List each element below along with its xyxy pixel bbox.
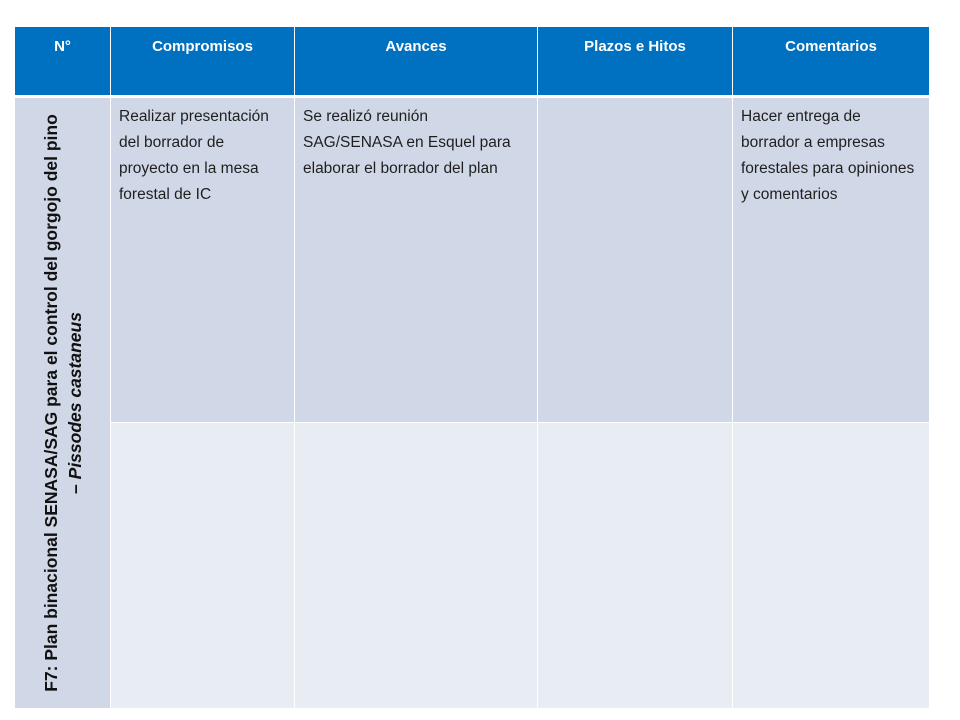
table-row bbox=[15, 422, 930, 708]
cell-plazos-hitos bbox=[538, 422, 733, 708]
cell-comentarios: Hacer entrega de borrador a empresas forestales para opiniones y comentarios bbox=[733, 96, 930, 422]
row-label bbox=[39, 108, 87, 698]
row-label-species: Pissodes castaneus bbox=[64, 311, 85, 479]
cell-compromisos: Realizar presentación del borrador de proyecto en la mesa forestal de IC bbox=[111, 96, 295, 422]
row-label-text: F7: Plan binacional SENASA/SAG para el control del gorgojo del pino – bbox=[40, 113, 85, 692]
row-label-cell bbox=[15, 96, 111, 708]
header-compromisos: Compromisos bbox=[111, 27, 295, 96]
table-row bbox=[15, 96, 930, 422]
cell-compromisos bbox=[111, 422, 295, 708]
header-avances: Avances bbox=[295, 27, 538, 96]
cell-comentarios bbox=[733, 422, 930, 708]
header-plazos-hitos: Plazos e Hitos bbox=[538, 27, 733, 96]
cell-plazos-hitos bbox=[538, 96, 733, 422]
cell-avances bbox=[295, 422, 538, 708]
commitments-table bbox=[14, 27, 930, 709]
header-row bbox=[15, 27, 930, 96]
header-comentarios: Comentarios bbox=[733, 27, 930, 96]
header-number: N° bbox=[15, 27, 111, 96]
cell-avances: Se realizó reunión SAG/SENASA en Esquel para elaborar el borrador del plan bbox=[295, 96, 538, 422]
